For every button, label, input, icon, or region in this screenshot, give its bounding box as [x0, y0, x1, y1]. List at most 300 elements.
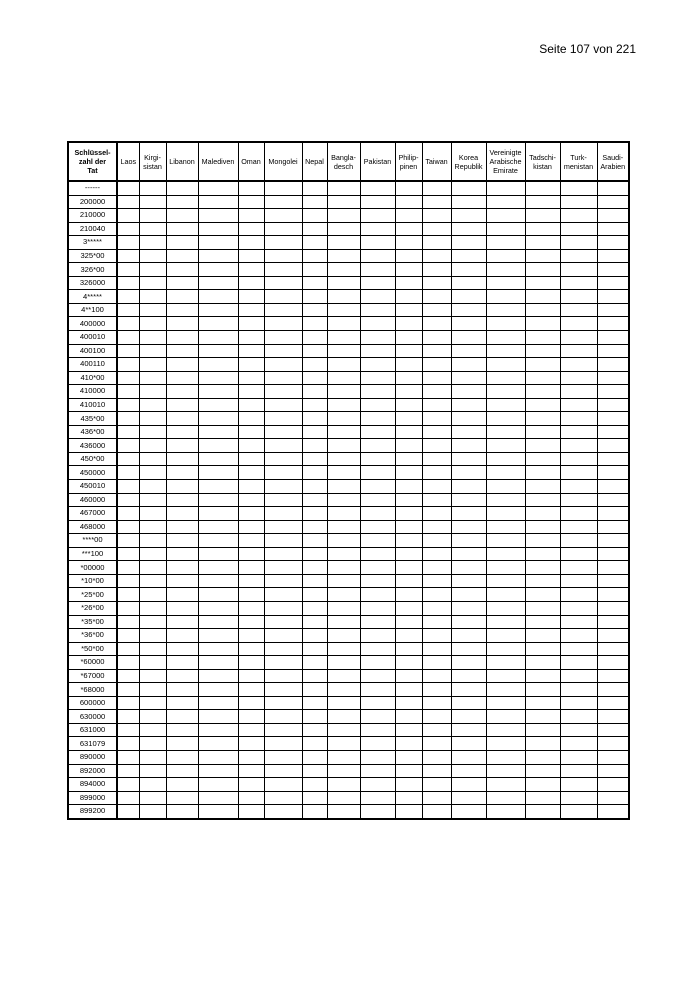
- empty-cell: [166, 615, 198, 629]
- empty-cell: [486, 669, 525, 683]
- empty-cell: [525, 263, 560, 277]
- empty-cell: [166, 750, 198, 764]
- empty-cell: [166, 778, 198, 792]
- empty-cell: [597, 290, 629, 304]
- empty-cell: [198, 534, 238, 548]
- empty-cell: [360, 385, 395, 399]
- empty-cell: [264, 222, 302, 236]
- empty-cell: [597, 344, 629, 358]
- empty-cell: [451, 534, 486, 548]
- empty-cell: [360, 669, 395, 683]
- empty-cell: [166, 398, 198, 412]
- table-row: [68, 181, 629, 195]
- table-row: [68, 778, 629, 792]
- empty-cell: [238, 547, 264, 561]
- empty-cell: [486, 507, 525, 521]
- empty-cell: [395, 222, 422, 236]
- empty-cell: [525, 507, 560, 521]
- table-row: [68, 385, 629, 399]
- empty-cell: [422, 574, 451, 588]
- empty-cell: [422, 466, 451, 480]
- empty-cell: [327, 507, 360, 521]
- empty-cell: [395, 574, 422, 588]
- row-key-cell: 325*00: [68, 249, 117, 263]
- empty-cell: [166, 534, 198, 548]
- empty-cell: [327, 561, 360, 575]
- empty-cell: [117, 574, 139, 588]
- empty-cell: [422, 439, 451, 453]
- empty-cell: [525, 222, 560, 236]
- empty-cell: [560, 480, 597, 494]
- empty-cell: [117, 642, 139, 656]
- empty-cell: [360, 344, 395, 358]
- empty-cell: [486, 398, 525, 412]
- empty-cell: [486, 358, 525, 372]
- empty-cell: [560, 290, 597, 304]
- empty-cell: [597, 520, 629, 534]
- row-key-cell: 468000: [68, 520, 117, 534]
- empty-cell: [525, 493, 560, 507]
- empty-cell: [597, 195, 629, 209]
- empty-cell: [360, 331, 395, 345]
- empty-cell: [327, 358, 360, 372]
- empty-cell: [395, 181, 422, 195]
- empty-cell: [302, 209, 327, 223]
- empty-cell: [302, 303, 327, 317]
- empty-cell: [238, 710, 264, 724]
- empty-cell: [117, 764, 139, 778]
- empty-cell: [451, 520, 486, 534]
- table-row: [68, 249, 629, 263]
- empty-cell: [486, 263, 525, 277]
- table-row: [68, 615, 629, 629]
- empty-cell: [166, 344, 198, 358]
- empty-cell: [597, 791, 629, 805]
- empty-cell: [360, 723, 395, 737]
- empty-cell: [302, 669, 327, 683]
- empty-cell: [264, 249, 302, 263]
- empty-cell: [264, 696, 302, 710]
- empty-cell: [139, 710, 166, 724]
- empty-cell: [597, 696, 629, 710]
- empty-cell: [422, 737, 451, 751]
- empty-cell: [198, 290, 238, 304]
- empty-cell: [302, 493, 327, 507]
- empty-cell: [560, 561, 597, 575]
- table-row: [68, 764, 629, 778]
- empty-cell: [327, 723, 360, 737]
- table-row: [68, 588, 629, 602]
- empty-cell: [198, 710, 238, 724]
- table-row: [68, 398, 629, 412]
- empty-cell: [525, 520, 560, 534]
- empty-cell: [139, 778, 166, 792]
- empty-cell: [166, 805, 198, 819]
- empty-cell: [560, 466, 597, 480]
- column-header-key: Schlüssel- zahl der Tat: [68, 142, 117, 181]
- empty-cell: [238, 588, 264, 602]
- empty-cell: [360, 710, 395, 724]
- empty-cell: [451, 303, 486, 317]
- table-row: [68, 466, 629, 480]
- empty-cell: [238, 642, 264, 656]
- empty-cell: [117, 737, 139, 751]
- empty-cell: [327, 710, 360, 724]
- empty-cell: [560, 615, 597, 629]
- empty-cell: [264, 791, 302, 805]
- empty-cell: [238, 615, 264, 629]
- row-key-cell: 450000: [68, 466, 117, 480]
- empty-cell: [198, 371, 238, 385]
- empty-cell: [597, 371, 629, 385]
- empty-cell: [166, 764, 198, 778]
- empty-cell: [117, 520, 139, 534]
- empty-cell: [525, 547, 560, 561]
- empty-cell: [327, 642, 360, 656]
- empty-cell: [525, 439, 560, 453]
- table-row: [68, 236, 629, 250]
- empty-cell: [597, 764, 629, 778]
- empty-cell: [198, 588, 238, 602]
- empty-cell: [166, 480, 198, 494]
- empty-cell: [264, 263, 302, 277]
- empty-cell: [360, 480, 395, 494]
- table-row: [68, 331, 629, 345]
- empty-cell: [451, 412, 486, 426]
- empty-cell: [139, 236, 166, 250]
- empty-cell: [486, 791, 525, 805]
- column-header-country: Bangla- desch: [327, 142, 360, 181]
- empty-cell: [451, 181, 486, 195]
- row-key-cell: 894000: [68, 778, 117, 792]
- empty-cell: [198, 276, 238, 290]
- empty-cell: [198, 195, 238, 209]
- empty-cell: [451, 737, 486, 751]
- empty-cell: [486, 588, 525, 602]
- empty-cell: [597, 209, 629, 223]
- empty-cell: [264, 547, 302, 561]
- empty-cell: [486, 629, 525, 643]
- empty-cell: [451, 236, 486, 250]
- empty-cell: [422, 222, 451, 236]
- empty-cell: [264, 412, 302, 426]
- empty-cell: [525, 344, 560, 358]
- empty-cell: [302, 723, 327, 737]
- empty-cell: [264, 750, 302, 764]
- empty-cell: [597, 723, 629, 737]
- empty-cell: [117, 480, 139, 494]
- empty-cell: [395, 344, 422, 358]
- empty-cell: [560, 710, 597, 724]
- empty-cell: [597, 669, 629, 683]
- empty-cell: [360, 412, 395, 426]
- empty-cell: [117, 778, 139, 792]
- column-header-country: Saudi- Arabien: [597, 142, 629, 181]
- empty-cell: [597, 656, 629, 670]
- empty-cell: [525, 466, 560, 480]
- table-row: [68, 629, 629, 643]
- empty-cell: [422, 656, 451, 670]
- empty-cell: [264, 371, 302, 385]
- empty-cell: [198, 209, 238, 223]
- empty-cell: [238, 534, 264, 548]
- empty-cell: [422, 696, 451, 710]
- empty-cell: [302, 696, 327, 710]
- empty-cell: [486, 290, 525, 304]
- empty-cell: [302, 290, 327, 304]
- row-key-cell: 450010: [68, 480, 117, 494]
- empty-cell: [139, 764, 166, 778]
- empty-cell: [360, 249, 395, 263]
- empty-cell: [139, 317, 166, 331]
- empty-cell: [117, 615, 139, 629]
- row-key-cell: 630000: [68, 710, 117, 724]
- empty-cell: [238, 249, 264, 263]
- empty-cell: [264, 209, 302, 223]
- empty-cell: [139, 791, 166, 805]
- empty-cell: [525, 791, 560, 805]
- empty-cell: [597, 642, 629, 656]
- empty-cell: [327, 601, 360, 615]
- empty-cell: [327, 439, 360, 453]
- empty-cell: [451, 588, 486, 602]
- empty-cell: [117, 195, 139, 209]
- empty-cell: [302, 466, 327, 480]
- empty-cell: [525, 425, 560, 439]
- empty-cell: [302, 534, 327, 548]
- row-key-cell: *10*00: [68, 574, 117, 588]
- empty-cell: [360, 276, 395, 290]
- empty-cell: [139, 737, 166, 751]
- empty-cell: [166, 209, 198, 223]
- empty-cell: [302, 791, 327, 805]
- empty-cell: [117, 344, 139, 358]
- empty-cell: [395, 276, 422, 290]
- empty-cell: [422, 358, 451, 372]
- empty-cell: [360, 222, 395, 236]
- table-row: [68, 480, 629, 494]
- empty-cell: [525, 696, 560, 710]
- empty-cell: [486, 642, 525, 656]
- empty-cell: [166, 642, 198, 656]
- empty-cell: [422, 561, 451, 575]
- empty-cell: [198, 493, 238, 507]
- empty-cell: [560, 236, 597, 250]
- empty-cell: [451, 358, 486, 372]
- table-row: [68, 222, 629, 236]
- empty-cell: [139, 669, 166, 683]
- table-row: [68, 574, 629, 588]
- empty-cell: [327, 331, 360, 345]
- column-header-country: Kirgi- sistan: [139, 142, 166, 181]
- empty-cell: [198, 547, 238, 561]
- row-key-cell: *60000: [68, 656, 117, 670]
- empty-cell: [560, 412, 597, 426]
- table-header-row: [68, 142, 629, 181]
- empty-cell: [597, 629, 629, 643]
- empty-cell: [422, 412, 451, 426]
- empty-cell: [560, 425, 597, 439]
- empty-cell: [198, 466, 238, 480]
- empty-cell: [166, 236, 198, 250]
- empty-cell: [395, 615, 422, 629]
- row-key-cell: ****00: [68, 534, 117, 548]
- empty-cell: [525, 317, 560, 331]
- empty-cell: [560, 629, 597, 643]
- empty-cell: [139, 371, 166, 385]
- empty-cell: [238, 520, 264, 534]
- column-header-country: Korea Republik: [451, 142, 486, 181]
- empty-cell: [198, 358, 238, 372]
- empty-cell: [395, 629, 422, 643]
- table-row: [68, 371, 629, 385]
- table-row: [68, 263, 629, 277]
- empty-cell: [139, 209, 166, 223]
- empty-cell: [451, 249, 486, 263]
- empty-cell: [302, 385, 327, 399]
- empty-cell: [395, 236, 422, 250]
- empty-cell: [238, 385, 264, 399]
- empty-cell: [302, 398, 327, 412]
- empty-cell: [395, 520, 422, 534]
- empty-cell: [238, 371, 264, 385]
- table-body: [68, 181, 629, 819]
- empty-cell: [486, 723, 525, 737]
- empty-cell: [560, 778, 597, 792]
- empty-cell: [451, 466, 486, 480]
- row-key-cell: 400000: [68, 317, 117, 331]
- empty-cell: [264, 656, 302, 670]
- empty-cell: [166, 696, 198, 710]
- empty-cell: [451, 493, 486, 507]
- empty-cell: [117, 493, 139, 507]
- empty-cell: [198, 222, 238, 236]
- empty-cell: [360, 601, 395, 615]
- empty-cell: [198, 452, 238, 466]
- empty-cell: [422, 642, 451, 656]
- row-key-cell: 210000: [68, 209, 117, 223]
- row-key-cell: 410010: [68, 398, 117, 412]
- empty-cell: [264, 493, 302, 507]
- empty-cell: [302, 750, 327, 764]
- empty-cell: [597, 683, 629, 697]
- empty-cell: [139, 412, 166, 426]
- empty-cell: [117, 358, 139, 372]
- empty-cell: [486, 181, 525, 195]
- empty-cell: [302, 371, 327, 385]
- column-header-country: Mongolei: [264, 142, 302, 181]
- empty-cell: [238, 452, 264, 466]
- empty-cell: [395, 466, 422, 480]
- empty-cell: [395, 317, 422, 331]
- row-key-cell: 467000: [68, 507, 117, 521]
- empty-cell: [422, 195, 451, 209]
- empty-cell: [327, 385, 360, 399]
- empty-cell: [264, 615, 302, 629]
- empty-cell: [166, 358, 198, 372]
- empty-cell: [302, 710, 327, 724]
- empty-cell: [486, 561, 525, 575]
- empty-cell: [525, 574, 560, 588]
- empty-cell: [360, 696, 395, 710]
- empty-cell: [560, 371, 597, 385]
- empty-cell: [486, 683, 525, 697]
- empty-cell: [360, 642, 395, 656]
- empty-cell: [327, 683, 360, 697]
- crime-statistics-table: [67, 141, 630, 820]
- empty-cell: [198, 629, 238, 643]
- empty-cell: [360, 507, 395, 521]
- empty-cell: [422, 371, 451, 385]
- empty-cell: [264, 669, 302, 683]
- empty-cell: [486, 371, 525, 385]
- empty-cell: [117, 723, 139, 737]
- empty-cell: [525, 601, 560, 615]
- empty-cell: [139, 520, 166, 534]
- empty-cell: [486, 317, 525, 331]
- table-row: [68, 737, 629, 751]
- empty-cell: [486, 331, 525, 345]
- empty-cell: [597, 480, 629, 494]
- empty-cell: [597, 778, 629, 792]
- empty-cell: [166, 601, 198, 615]
- table-row: [68, 805, 629, 819]
- row-key-cell: *00000: [68, 561, 117, 575]
- table-row: [68, 723, 629, 737]
- empty-cell: [486, 466, 525, 480]
- empty-cell: [422, 615, 451, 629]
- empty-cell: [486, 439, 525, 453]
- empty-cell: [597, 710, 629, 724]
- empty-cell: [360, 358, 395, 372]
- empty-cell: [166, 317, 198, 331]
- empty-cell: [238, 696, 264, 710]
- empty-cell: [166, 710, 198, 724]
- empty-cell: [395, 750, 422, 764]
- row-key-cell: 210040: [68, 222, 117, 236]
- empty-cell: [117, 303, 139, 317]
- empty-cell: [198, 574, 238, 588]
- empty-cell: [422, 385, 451, 399]
- empty-cell: [422, 764, 451, 778]
- empty-cell: [327, 195, 360, 209]
- table-row: [68, 452, 629, 466]
- empty-cell: [597, 425, 629, 439]
- empty-cell: [486, 195, 525, 209]
- empty-cell: [560, 276, 597, 290]
- empty-cell: [560, 750, 597, 764]
- empty-cell: [302, 561, 327, 575]
- empty-cell: [198, 669, 238, 683]
- table-row: [68, 791, 629, 805]
- empty-cell: [238, 656, 264, 670]
- empty-cell: [451, 723, 486, 737]
- empty-cell: [422, 723, 451, 737]
- empty-cell: [395, 425, 422, 439]
- empty-cell: [360, 303, 395, 317]
- empty-cell: [486, 750, 525, 764]
- table-row: [68, 710, 629, 724]
- empty-cell: [422, 629, 451, 643]
- empty-cell: [327, 466, 360, 480]
- empty-cell: [597, 303, 629, 317]
- empty-cell: [139, 480, 166, 494]
- empty-cell: [139, 181, 166, 195]
- empty-cell: [166, 222, 198, 236]
- empty-cell: [166, 425, 198, 439]
- row-key-cell: 631079: [68, 737, 117, 751]
- empty-cell: [486, 452, 525, 466]
